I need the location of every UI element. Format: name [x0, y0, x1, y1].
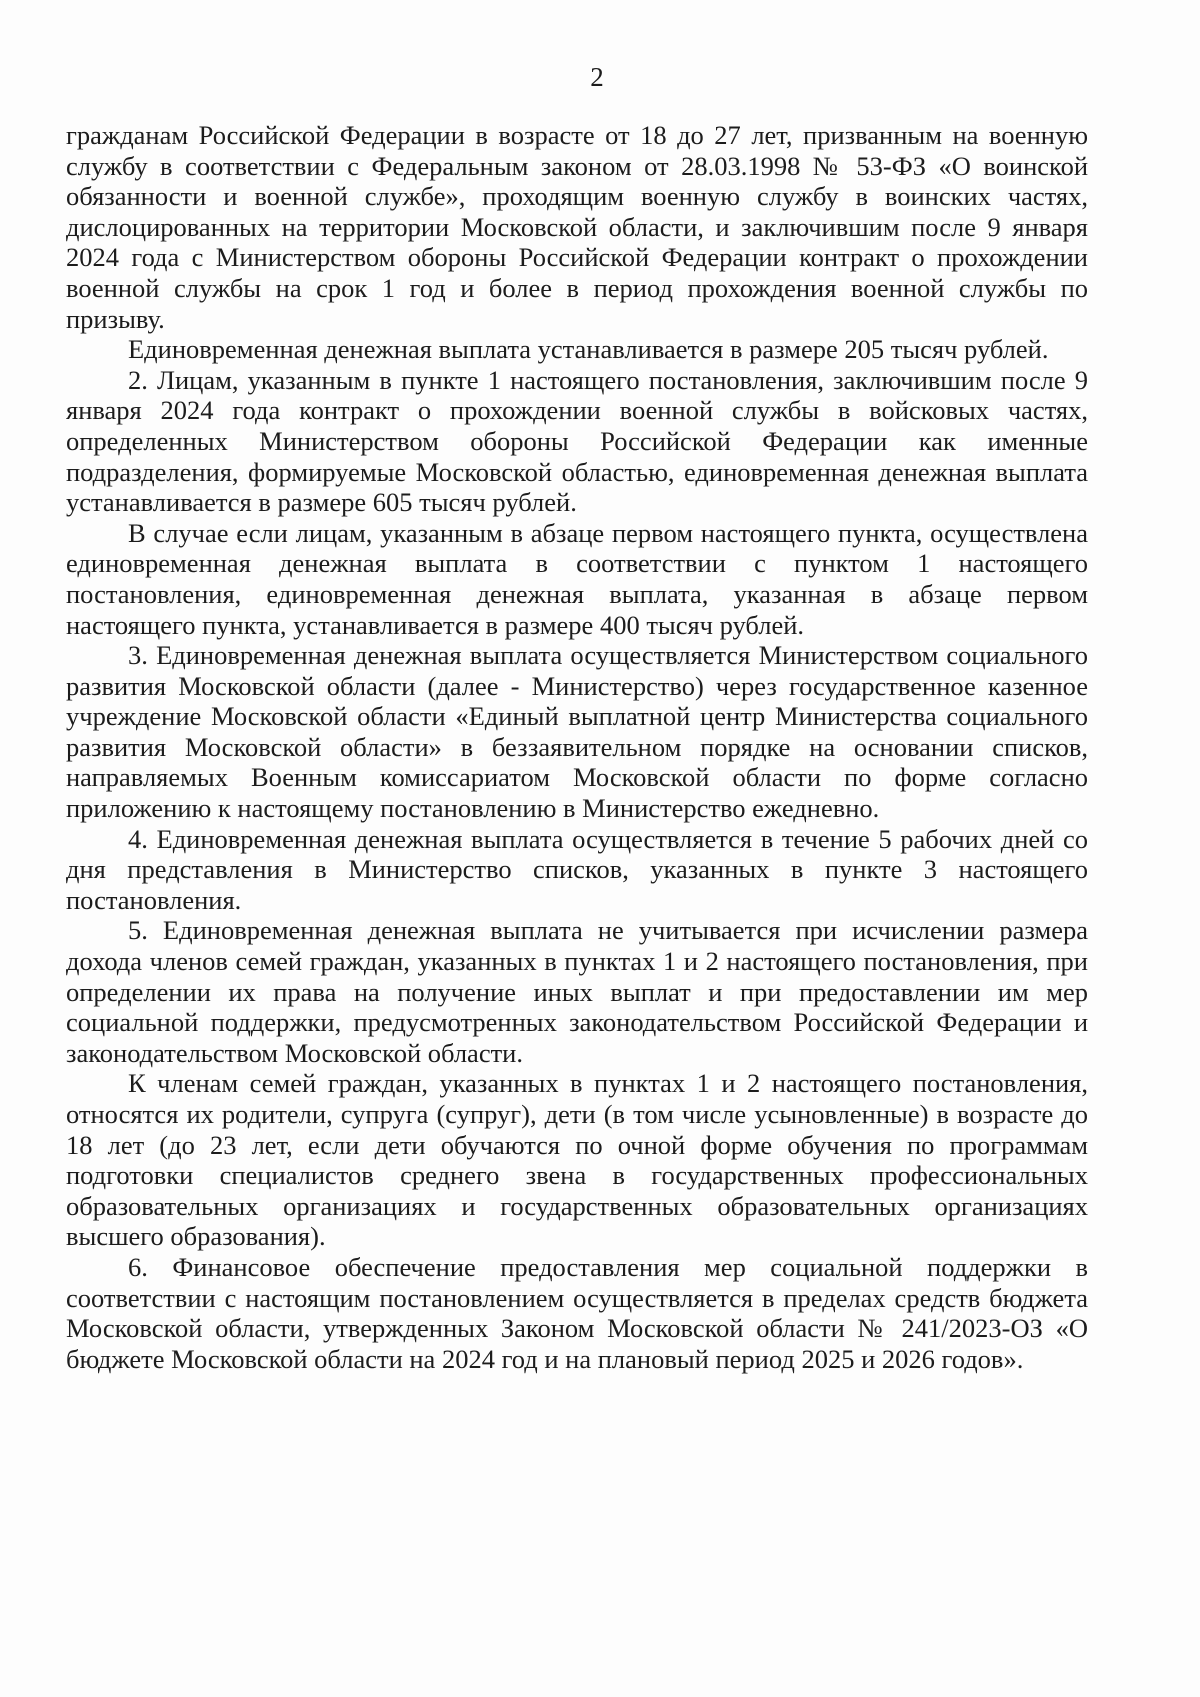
paragraph-recipients: гражданам Российской Федерации в возрасте от 18 до 27 лет, призванным на военную службу в соответствии с Федеральным законом от 28.03.1998 № 53-ФЗ «О воинской обязанности и военной службе», проходящим военную службу в воинских частях, дислоцированных на территории Московской области, и заключившим после 9 января 2024 года с Министерством обороны Российской Федерации контракт о прохождении военной службы на срок 1 год и более в период прохождения военной службы по призыву. [66, 120, 1088, 334]
paragraph-payment-amount: Единовременная денежная выплата устанавливается в размере 205 тысяч рублей. [128, 334, 1049, 365]
paragraph-item-5: 5. Единовременная денежная выплата не учитывается при исчислении размера дохода членов семей граждан, указанных в пунктах 1 и 2 настоящего постановления, при определении их права на получение иных выплат и при предоставлении им мер социальной поддержки, предусмотренных законодательством Российской Федерации и законодательством Московской области. [66, 915, 1088, 1068]
paragraph-item-6: 6. Финансовое обеспечение предоставления мер социальной поддержки в соответствии с настоящим постановлением осуществляется в пределах средств бюджета Московской области, утвержденных Законом Московской области № 241/2023-ОЗ «О бюджете Московской области на 2024 год и на плановый период 2025 и 2026 годов». [66, 1251, 1088, 1374]
paragraph-item-4: 4. Единовременная денежная выплата осуществляется в течение 5 рабочих дней со дня представления в Министерство списков, указанных в пункте 3 настоящего постановления. [66, 823, 1088, 915]
paragraph-item-3: 3. Единовременная денежная выплата осуществляется Министерством социального развития Московской области (далее - Министерство) через государственное казенное учреждение Московской области «Единый выплатной центр Министерства социального развития Московской области» в беззаявительном порядке на основании списков, направляемых Военным комиссариатом Московской области по форме согласно приложению к настоящему постановлению в Министерство ежедневно. [66, 640, 1088, 824]
paragraph-item-2-exception: В случае если лицам, указанным в абзаце первом настоящего пункта, осуществлена единовременная денежная выплата в соответствии с пунктом 1 настоящего постановления, единовременная денежная выплата, указанная в абзаце первом настоящего пункта, устанавливается в размере 400 тысяч рублей. [66, 517, 1088, 640]
page-number: 2 [590, 62, 604, 92]
paragraph-family-members: К членам семей граждан, указанных в пунктах 1 и 2 настоящего постановления, относятся их родители, супруга (супруг), дети (в том числе усыновленные) в возрасте до 18 лет (до 23 лет, если дети обучаются по очной форме обучения по программам подготовки специалистов среднего звена в государственных профессиональных образовательных организациях и государственных образовательных организациях высшего образования). [66, 1068, 1088, 1252]
paragraph-item-2: 2. Лицам, указанным в пункте 1 настоящего постановления, заключившим после 9 января 2024 года контракт о прохождении военной службы в войсковых частях, определенных Министерством обороны Российской Федерации как именные подразделения, формируемые Московской областью, единовременная денежная выплата устанавливается в размере 605 тысяч рублей. [66, 364, 1088, 518]
